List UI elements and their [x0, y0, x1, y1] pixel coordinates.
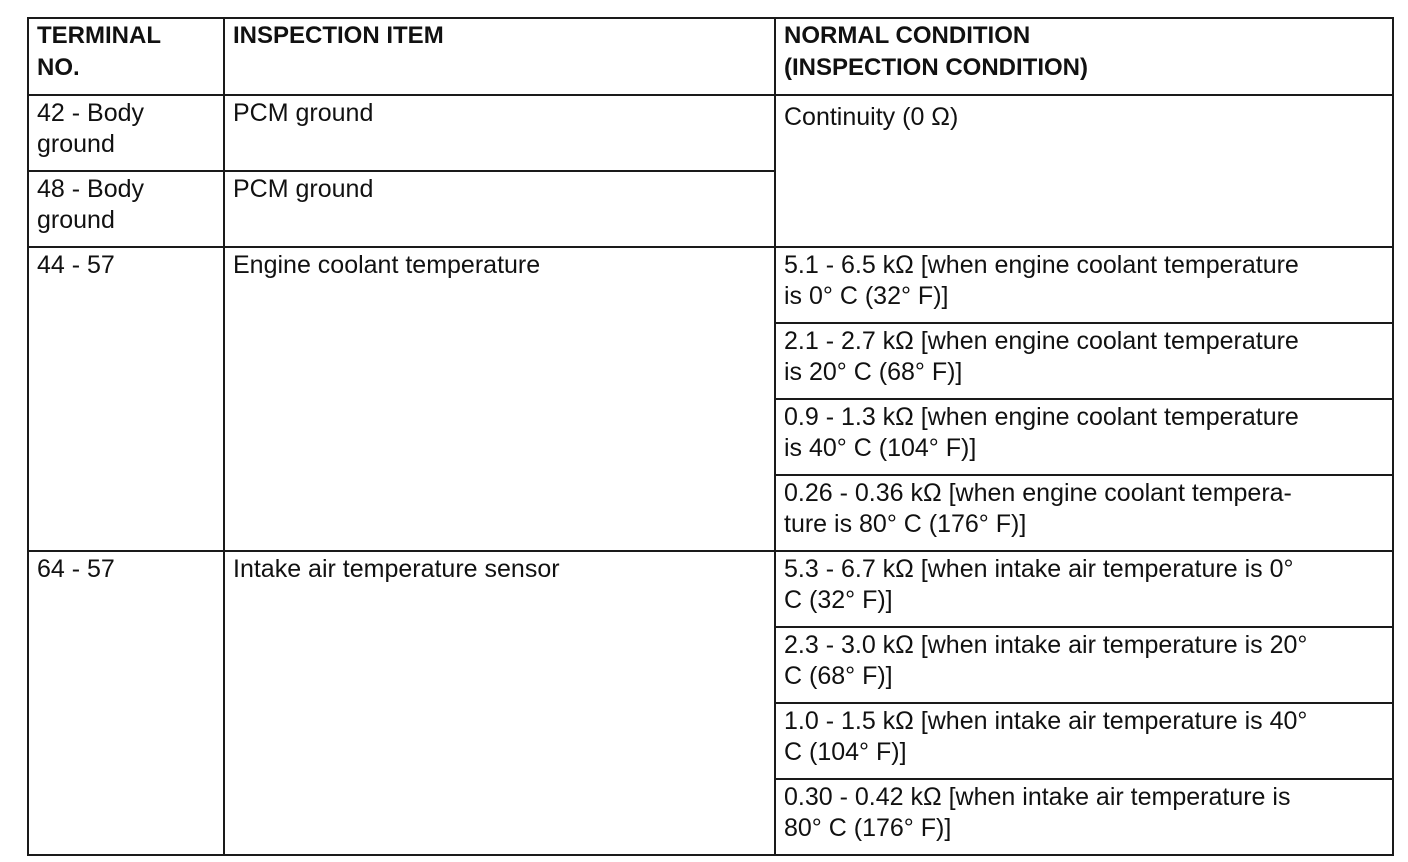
header-condition-line1: NORMAL CONDITION — [784, 22, 1031, 49]
header-terminal-line1: TERMINAL — [37, 22, 161, 49]
condition-line2: is 0° C (32° F)] — [784, 282, 949, 310]
terminal-line2: ground — [37, 206, 115, 234]
terminal-cell: 64 - 57 — [28, 551, 224, 855]
condition-cell — [775, 627, 1393, 703]
header-inspection-item — [224, 18, 775, 95]
condition-cell — [775, 779, 1393, 855]
header-item-label: INSPECTION ITEM — [233, 22, 444, 49]
inspection-item-cell: PCM ground — [224, 95, 775, 171]
header-row — [28, 18, 1393, 95]
condition-line2: C (104° F)] — [784, 738, 907, 766]
condition-cell — [775, 399, 1393, 475]
condition-line1: 5.1 - 6.5 kΩ [when engine coolant temperature — [784, 251, 1299, 279]
inspection-item-cell: PCM ground — [224, 171, 775, 247]
condition-line1: 0.9 - 1.3 kΩ [when engine coolant temperature — [784, 403, 1299, 431]
terminal-cell — [28, 95, 224, 171]
condition-line1: 0.26 - 0.36 kΩ [when engine coolant tempera- — [784, 479, 1292, 507]
condition-line1: 2.1 - 2.7 kΩ [when engine coolant temperature — [784, 327, 1299, 355]
condition-line2: is 40° C (104° F)] — [784, 434, 977, 462]
header-terminal-line2: NO. — [37, 54, 80, 81]
condition-cell — [775, 703, 1393, 779]
terminal-line2: ground — [37, 130, 115, 158]
condition-cell — [775, 551, 1393, 627]
table-row — [28, 551, 1393, 627]
condition-cell — [775, 323, 1393, 399]
table-row — [28, 95, 1393, 171]
header-condition-line2: (INSPECTION CONDITION) — [784, 54, 1088, 81]
condition-line1: 2.3 - 3.0 kΩ [when intake air temperature is 20° — [784, 631, 1308, 659]
terminal-cell — [28, 171, 224, 247]
condition-line2: is 20° C (68° F)] — [784, 358, 963, 386]
condition-line1: 5.3 - 6.7 kΩ [when intake air temperature is 0° — [784, 555, 1294, 583]
inspection-item-cell: Engine coolant temperature — [224, 247, 775, 551]
terminal-line1: 42 - Body — [37, 99, 145, 127]
condition-cell — [775, 475, 1393, 551]
continuity-condition-cell: Continuity (0 Ω) — [775, 95, 1393, 247]
inspection-item-cell: Intake air temperature sensor — [224, 551, 775, 855]
header-terminal-no — [28, 18, 224, 95]
condition-line2: C (32° F)] — [784, 586, 893, 614]
condition-line2: ture is 80° C (176° F)] — [784, 510, 1027, 538]
condition-line1: 0.30 - 0.42 kΩ [when intake air temperature is — [784, 783, 1291, 811]
header-normal-condition — [775, 18, 1393, 95]
condition-line2: 80° C (176° F)] — [784, 814, 952, 842]
terminal-line1: 48 - Body — [37, 175, 145, 203]
condition-line2: C (68° F)] — [784, 662, 893, 690]
condition-cell — [775, 247, 1393, 323]
inspection-table — [27, 17, 1394, 856]
condition-line1: 1.0 - 1.5 kΩ [when intake air temperature is 40° — [784, 707, 1308, 735]
inspection-table-container — [27, 17, 1392, 847]
terminal-cell: 44 - 57 — [28, 247, 224, 551]
table-row — [28, 247, 1393, 323]
